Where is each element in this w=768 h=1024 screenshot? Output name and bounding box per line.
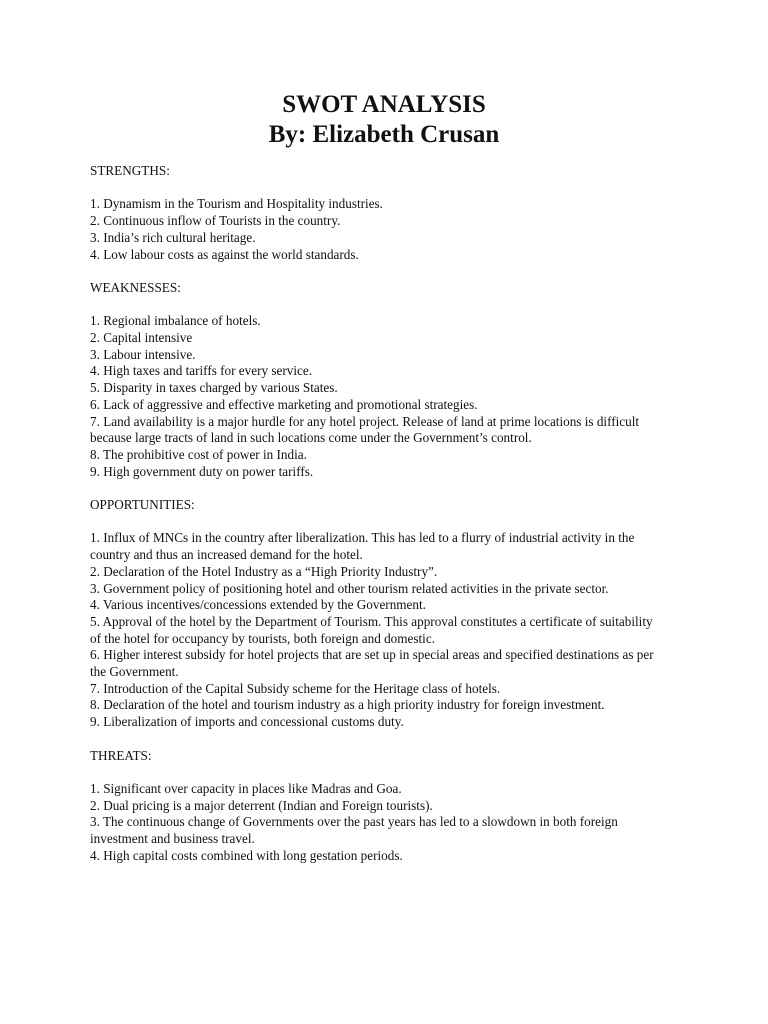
- list-item: 1. Dynamism in the Tourism and Hospitality industries.: [90, 196, 383, 212]
- list-item: 3. Labour intensive.: [90, 346, 196, 362]
- list-item: 1. Significant over capacity in places like Madras and Goa.: [90, 780, 402, 796]
- list-item: 1. Influx of MNCs in the country after liberalization. This has led to a flurry of industrial activity in the country and thus an increased demand for the hotel.: [90, 530, 635, 563]
- list-item: 7. Introduction of the Capital Subsidy scheme for the Heritage class of hotels.: [90, 680, 501, 696]
- list-item: 7. Land availability is a major hurdle for any hotel project. Release of land at prime locations is difficult because large tracts of land in such locations come under the Government’s control.: [90, 413, 640, 446]
- section-heading: STRENGTHS:: [90, 163, 170, 178]
- list-item: 2. Declaration of the Hotel Industry as a “High Priority Industry”.: [90, 563, 438, 579]
- document-body: [90, 163, 660, 881]
- list-item: 6. Lack of aggressive and effective marketing and promotional strategies.: [90, 396, 478, 412]
- section-list: [90, 196, 660, 263]
- list-item: 2. Dual pricing is a major deterrent (Indian and Foreign tourists).: [90, 797, 433, 813]
- strengths-section: [90, 163, 660, 263]
- threats-section: [90, 748, 660, 865]
- list-item: 4. Various incentives/concessions extended by the Government.: [90, 597, 426, 613]
- opportunities-section: [90, 497, 660, 731]
- list-item: 6. Higher interest subsidy for hotel projects that are set up in special areas and specified destinations as per the Government.: [90, 647, 654, 680]
- list-item: 8. The prohibitive cost of power in India.: [90, 446, 307, 462]
- list-item: 9. Liberalization of imports and concessional customs duty.: [90, 714, 404, 730]
- list-item: 1. Regional imbalance of hotels.: [90, 313, 261, 329]
- list-item: 8. Declaration of the hotel and tourism industry as a high priority industry for foreign investment.: [90, 697, 605, 713]
- list-item: 4. High capital costs combined with long gestation periods.: [90, 847, 403, 863]
- list-item: 3. The continuous change of Governments over the past years has led to a slowdown in both foreign investment and business travel.: [90, 814, 618, 847]
- list-item: 9. High government duty on power tariffs.: [90, 463, 314, 479]
- list-item: 4. Low labour costs as against the world standards.: [90, 246, 359, 262]
- section-heading: OPPORTUNITIES:: [90, 497, 195, 512]
- section-list: [90, 313, 660, 480]
- author-line: By: Elizabeth Crusan: [268, 121, 500, 148]
- list-item: 5. Approval of the hotel by the Department of Tourism. This approval constitutes a certificate of suitability of the hotel for occupancy by tourists, both foreign and domestic.: [90, 613, 653, 646]
- document-title: SWOT ANALYSIS: [282, 91, 486, 118]
- section-list: [90, 781, 660, 865]
- list-item: 3. India’s rich cultural heritage.: [90, 229, 256, 245]
- section-heading: WEAKNESSES:: [90, 279, 181, 295]
- list-item: 2. Continuous inflow of Tourists in the country.: [90, 213, 341, 229]
- list-item: 2. Capital intensive: [90, 329, 193, 345]
- list-item: 5. Disparity in taxes charged by various States.: [90, 380, 338, 396]
- list-item: 3. Government policy of positioning hotel and other tourism related activities in the private sector.: [90, 580, 609, 596]
- list-item: 4. High taxes and tariffs for every service.: [90, 363, 313, 379]
- weaknesses-section: [90, 280, 660, 480]
- section-heading: THREATS:: [90, 747, 152, 763]
- section-list: [90, 530, 660, 730]
- title-block: [0, 90, 768, 150]
